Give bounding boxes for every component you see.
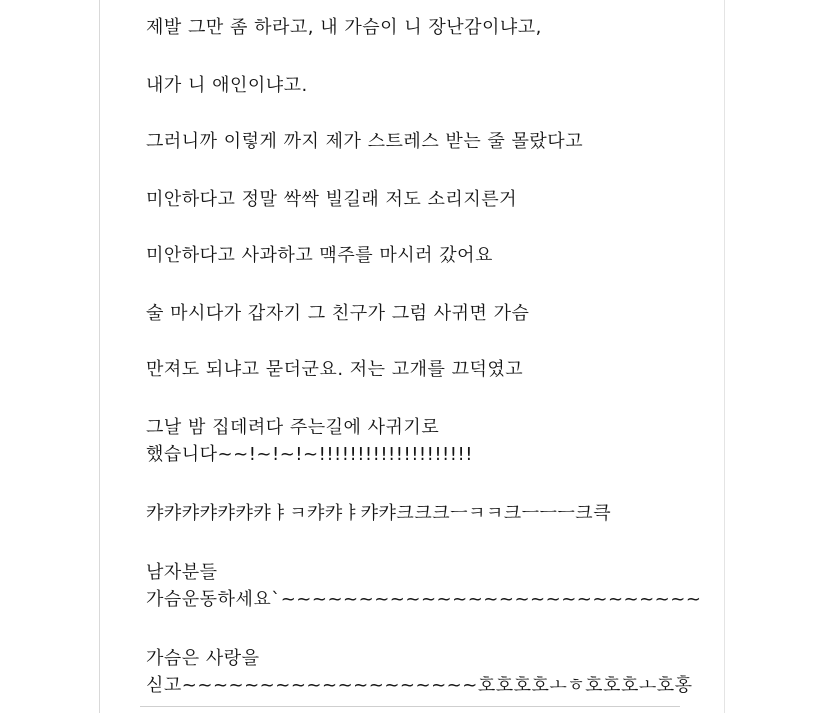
page-left-border — [99, 0, 100, 713]
text-line-6: 술 마시다가 갑자기 그 친구가 그럼 사귀면 가슴 — [146, 303, 530, 324]
text-line-10: 캬캬캬캬캬캬캬ㅑㅋ캬캬ㅑ캬캬크크크ㅡㅋㅋ크ㅡㅡㅡ크큭 — [146, 503, 612, 524]
page-right-border — [724, 0, 725, 713]
text-line-11: 남자분들 — [146, 562, 218, 583]
text-line-9: 했습니다~~!~!~!~!!!!!!!!!!!!!!!!!!!! — [146, 444, 473, 465]
text-line-1: 제발 그만 좀 하라고, 내 가슴이 니 장난감이냐고, — [146, 17, 542, 38]
text-line-2: 내가 니 애인이냐고. — [146, 75, 308, 96]
text-line-7: 만져도 되냐고 묻더군요. 저는 고개를 끄덕였고 — [146, 359, 524, 380]
text-line-8: 그날 밤 집데려다 주는길에 사귀기로 — [146, 417, 440, 438]
text-line-4: 미안하다고 정말 싹싹 빌길래 저도 소리지른거 — [146, 189, 517, 210]
page-bottom-rule — [140, 706, 680, 707]
text-line-13: 가슴은 사랑을 — [146, 648, 260, 669]
text-line-5: 미안하다고 사과하고 맥주를 마시러 갔어요 — [146, 245, 493, 266]
text-line-3: 그러니까 이렇게 까지 제가 스트레스 받는 줄 몰랐다고 — [146, 131, 584, 152]
text-line-14: 싣고~~~~~~~~~~~~~~~~~~~호호호호ㅗㅎ호호호ㅗ호홍 — [146, 675, 693, 696]
text-line-12: 가슴운동하세요`~~~~~~~~~~~~~~~~~~~~~~~~~~~ — [146, 589, 702, 610]
